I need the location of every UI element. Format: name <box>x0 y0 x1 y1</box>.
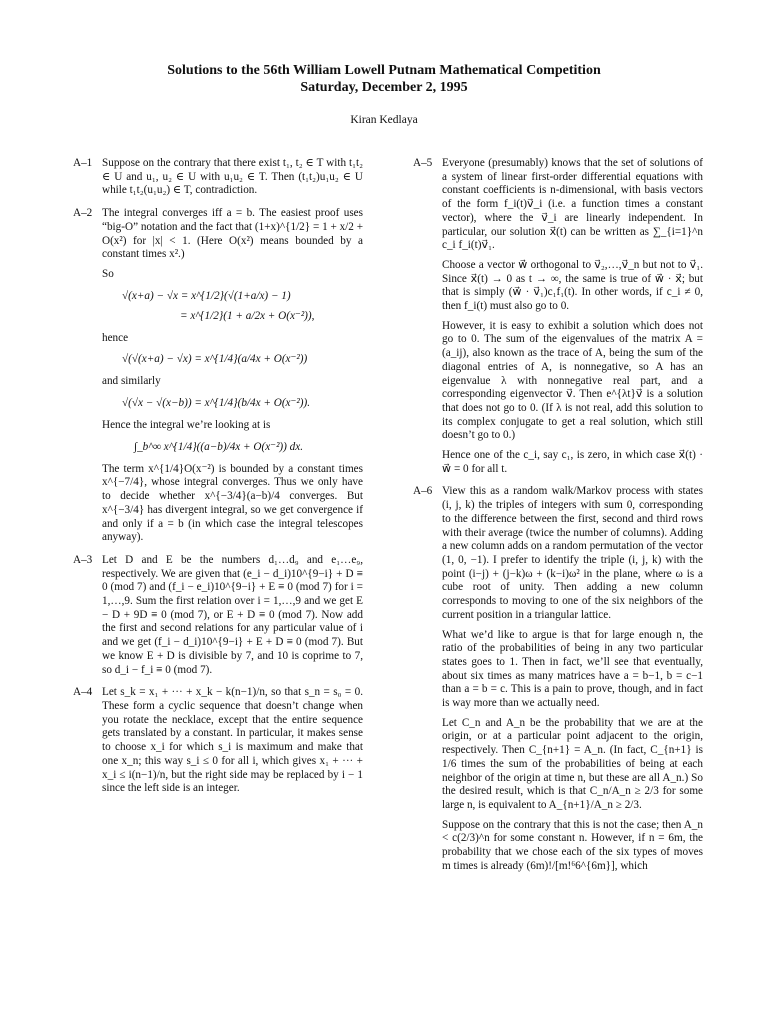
equation: √(√(x+a) − √x) = x^{1/4}(a/4x + O(x⁻²)) <box>122 353 308 366</box>
paragraph: What we’d like to argue is that for large enough n, the ratio of the probabilities of being in any two particular states goes to 1. Then in fact, we’ll see that eventually, about six times as many matrices have a = b−1, b = c−1 than a = b = c. This is a pain to prove, though, and in fact is way more than we actually need. <box>442 628 703 710</box>
paragraph: View this as a random walk/Markov process with states (i, j, k) the triples of integers with sum 0, corresponding to the difference between the first, second and third rows with their average (twice the number of columns). Adding a new column adds on a random permutation of the vector (1, 0, −1). I prefer to identify the triple (i, j, k) with the point (i−j) + (j−k)ω + (k−i)ω² in the plane, where ω is a cube root of unity. Then adding a new column corresponds to moving to one of the six neighbors of the current position in a triangular lattice. <box>442 485 703 621</box>
problem-label: A–1 <box>73 157 93 169</box>
paragraph: Suppose on the contrary that this is not the case; then A_n < c(2/3)^n for some constant n. However, if n = 6m, the probability that we chose each of the six types of moves m times is already (6m)!/[m!⁶6^{6m}], which <box>442 818 703 872</box>
problem-label: A–3 <box>73 553 93 566</box>
left-column <box>73 157 363 805</box>
problem-label: A–2 <box>73 207 93 220</box>
problem-a6 <box>413 485 703 873</box>
document-header <box>0 62 768 126</box>
problem-label: A–5 <box>413 157 433 169</box>
paragraph: Hence one of the c_i, say c₁, is zero, in which case x⃗(t) · w⃗ = 0 for all t. <box>442 449 703 475</box>
title-line-1: Solutions to the 56th William Lowell Putnam Mathematical Competition <box>167 63 601 78</box>
equation: = x^{1/2}(1 + a/2x + O(x⁻²)), <box>180 309 315 322</box>
problem-label: A–4 <box>73 686 93 699</box>
problem-a1 <box>73 157 363 198</box>
paragraph: Choose a vector w⃗ orthogonal to v⃗₂,…,v⃗_n but not to v⃗₁. Since x⃗(t) → 0 as t → ∞, the same is true of w⃗ · x⃗; but that is simply (w⃗ · v⃗₁)c₁f₁(t). In other words, if c_i ≠ 0, then f_i(t) must also go to 0. <box>442 258 703 313</box>
problem-a3 <box>73 554 363 677</box>
problem-a4 <box>73 686 363 796</box>
paragraph: However, it is easy to exhibit a solution which does not go to 0. The sum of the eigenvalues of the matrix A = (a_ij), also known as the trace of A, being the sum of the diagonal entries of A, is nonnegative, so A has an eigenvalue λ with nonnegative real part, and a corresponding eigenvector v⃗. Then e^{λt}v⃗ is a solution that does not go to 0. (If λ is not real, add this solution to its complex conjugate to get a real solution, which still doesn’t go to 0.) <box>442 319 703 442</box>
paragraph: and similarly <box>102 375 161 388</box>
problem-label: A–6 <box>413 485 433 498</box>
title-line-2: Saturday, December 2, 1995 <box>300 80 468 95</box>
equation: √(x+a) − √x = x^{1/2}(√(1+a/x) − 1) <box>122 289 291 302</box>
problem-a2 <box>73 207 363 545</box>
paragraph: Let D and E be the numbers d₁…d₉ and e₁…e₉, respectively. We are given that (e_i − d_i)10^{9−i} + D ≡ 0 (mod 7) and (f_i − e_i)10^{9−i} + E ≡ 0 (mod 7) for i = 1,…,9. Sum the first relation over i = 1,…,9 and we get E − D + 9D ≡ 0 (mod 7), or E + D ≡ 0 (mod 7). Now add the first and second relations for any particular value of i and we get (f_i − d_i)10^{9−i} + E + D ≡ 0 (mod 7). But we know E + D is divisible by 7, and 10 is coprime to 7, so d_i − f_i ≡ 0 (mod 7). <box>102 553 363 676</box>
problem-a5 <box>413 157 703 476</box>
paragraph: Let s_k = x₁ + ··· + x_k − k(n−1)/n, so that s_n = s₀ = 0. These form a cyclic sequence that doesn’t change when you rotate the necklace, except that the entire sequence gets translated by a constant. In particular, it makes sense to choose x_i for which s_i is maximum and make that one x_n; this way s_i ≤ 0 for all i, which gives x₁ + ··· + x_i ≤ i(n−1)/n, but the right side may be replaced by i − 1 since the left side is an integer. <box>102 686 363 795</box>
equation: √(√x − √(x−b)) = x^{1/4}(b/4x + O(x⁻²)). <box>122 397 311 410</box>
paragraph: Hence the integral we’re looking at is <box>102 419 271 432</box>
equation: ∫_b^∞ x^{1/4}((a−b)/4x + O(x⁻²)) dx. <box>134 440 304 453</box>
paragraph: hence <box>102 331 129 344</box>
paragraph: Everyone (presumably) knows that the set of solutions of a system of linear first-order differential equations with constant coefficients is n-dimensional, with basis vectors of the form f_i(t)v⃗_i (i.e. a function times a constant vector), where the v⃗_i are linearly independent. In particular, our solution x⃗(t) can be written as ∑_{i=1}^n c_i f_i(t)v⃗₁. <box>442 157 703 252</box>
paragraph: The term x^{1/4}O(x⁻²) is bounded by a constant times x^{−7/4}, whose integral converges. Thus we only have to decide whether x^{−3/4}(a−b)/4 converges. But x^{−3/4} has divergent integral, so we get convergence if and only if a = b (in which case the integral telescopes anyway). <box>102 462 363 544</box>
right-column <box>413 157 703 882</box>
paragraph: So <box>102 267 114 280</box>
paragraph: Suppose on the contrary that there exist t₁, t₂ ∈ T with t₁t₂ ∈ U and u₁, u₂ ∈ U with u₁u₂ ∈ T. Then (t₁t₂)u₁u₂ ∈ U while t₁t₂(u₁u₂) ∈ T, contradiction. <box>102 157 363 197</box>
paragraph: Let C_n and A_n be the probability that we are at the origin, or at a particular point adjacent to the origin, respectively. Then C_{n+1} = A_n. (In fact, C_{n+1} is 1/6 times the sum of the probabilities of being at each neighbor of the origin at time n, but these are all A_n.) So the desired result, which is that C_n/A_n ≥ 2/3 for some large n, is equivalent to A_{n+1}/A_n ≥ 2/3. <box>442 716 703 811</box>
author: Kiran Kedlaya <box>350 114 418 126</box>
paragraph: The integral converges iff a = b. The easiest proof uses “big-O” notation and the fact that (1+x)^{1/2} = 1 + x/2 + O(x²) for |x| < 1. (Here O(x²) means bounded by a constant times x².) <box>102 207 363 261</box>
